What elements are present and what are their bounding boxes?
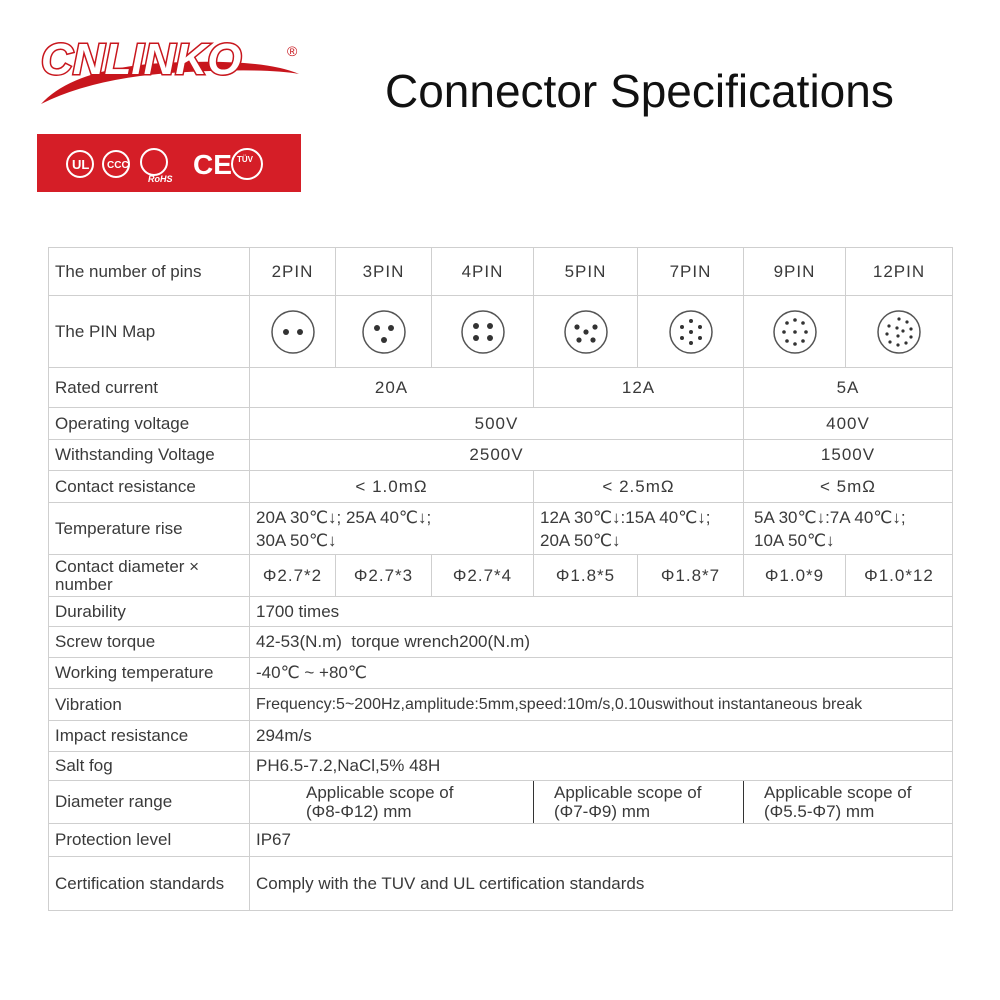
row-label: Rated current <box>49 368 250 408</box>
svg-text:RoHS: RoHS <box>148 174 173 184</box>
diameter-range-value: Applicable scope of (Φ5.5-Φ7) mm <box>744 781 953 824</box>
contact-diameter-value: Φ1.8*5 <box>534 555 638 597</box>
table-row <box>49 752 953 781</box>
row-label: Diameter range <box>49 781 250 824</box>
row-label: Screw torque <box>49 627 250 658</box>
table-row <box>49 689 953 721</box>
contact-resistance-value: < 5mΩ <box>744 471 953 503</box>
table-row <box>49 721 953 752</box>
table-row <box>49 503 953 555</box>
certification-band <box>37 134 301 192</box>
row-label: Withstanding Voltage <box>49 440 250 471</box>
pin-count: 7PIN <box>638 248 744 296</box>
pin-map-7-icon <box>638 296 744 368</box>
row-label: Salt fog <box>49 752 250 781</box>
table-row <box>49 368 953 408</box>
withstanding-voltage-value: 1500V <box>744 440 953 471</box>
protection-level-value: IP67 <box>250 824 953 857</box>
withstanding-voltage-value: 2500V <box>250 440 744 471</box>
pin-count: 2PIN <box>250 248 336 296</box>
svg-text:CE: CE <box>193 149 232 180</box>
registered-mark: ® <box>287 43 298 59</box>
contact-diameter-value: Φ1.0*12 <box>846 555 953 597</box>
table-row <box>49 857 953 911</box>
contact-diameter-value: Φ2.7*2 <box>250 555 336 597</box>
spec-table <box>48 247 953 911</box>
table-row <box>49 824 953 857</box>
pin-map-12-icon <box>846 296 953 368</box>
row-label: Durability <box>49 597 250 627</box>
pin-map-9-icon <box>744 296 846 368</box>
impact-resistance-value: 294m/s <box>250 721 953 752</box>
diameter-range-value: Applicable scope of (Φ7-Φ9) mm <box>534 781 744 824</box>
table-row <box>49 597 953 627</box>
pin-count: 9PIN <box>744 248 846 296</box>
table-row <box>49 408 953 440</box>
pin-map-2-icon <box>250 296 336 368</box>
contact-resistance-value: < 1.0mΩ <box>250 471 534 503</box>
pin-count: 5PIN <box>534 248 638 296</box>
table-row <box>49 627 953 658</box>
contact-diameter-value: Φ2.7*3 <box>336 555 432 597</box>
operating-voltage-value: 500V <box>250 408 744 440</box>
row-label: Contact resistance <box>49 471 250 503</box>
diameter-range-value: Applicable scope of (Φ8-Φ12) mm <box>250 781 534 824</box>
pin-map-5-icon <box>534 296 638 368</box>
table-row <box>49 658 953 689</box>
table-row <box>49 781 953 824</box>
working-temperature-value: -40℃ ~ +80℃ <box>250 658 953 689</box>
row-label: Temperature rise <box>49 503 250 555</box>
row-label: Impact resistance <box>49 721 250 752</box>
svg-text:CCC: CCC <box>107 160 129 171</box>
row-label: The number of pins <box>49 248 250 296</box>
table-row <box>49 440 953 471</box>
page-title: Connector Specifications <box>385 65 894 117</box>
contact-resistance-value: < 2.5mΩ <box>534 471 744 503</box>
contact-diameter-value: Φ2.7*4 <box>432 555 534 597</box>
row-label: Operating voltage <box>49 408 250 440</box>
row-label: Vibration <box>49 689 250 721</box>
row-label: Protection level <box>49 824 250 857</box>
pin-map-3-icon <box>336 296 432 368</box>
svg-text:TÜV: TÜV <box>237 155 253 164</box>
contact-diameter-value: Φ1.0*9 <box>744 555 846 597</box>
pin-count: 3PIN <box>336 248 432 296</box>
pin-count: 12PIN <box>846 248 953 296</box>
cnlinko-wordmark <box>37 34 301 106</box>
pin-count: 4PIN <box>432 248 534 296</box>
rated-current-value: 12A <box>534 368 744 408</box>
temperature-rise-value: 12A 30℃↓:15A 40℃↓; 20A 50℃↓ <box>534 503 744 555</box>
temperature-rise-value: 5A 30℃↓:7A 40℃↓; 10A 50℃↓ <box>744 503 953 555</box>
certification-value: Comply with the TUV and UL certification standards <box>250 857 953 911</box>
pin-map-4-icon <box>432 296 534 368</box>
rated-current-value: 5A <box>744 368 953 408</box>
vibration-value: Frequency:5~200Hz,amplitude:5mm,speed:10m/s,0.10uswithout instantaneous break <box>250 689 953 721</box>
durability-value: 1700 times <box>250 597 953 627</box>
rated-current-value: 20A <box>250 368 534 408</box>
table-row <box>49 555 953 597</box>
screw-torque-value: 42-53(N.m) torque wrench200(N.m) <box>250 627 953 658</box>
contact-diameter-value: Φ1.8*7 <box>638 555 744 597</box>
temperature-rise-value: 20A 30℃↓; 25A 40℃↓; 30A 50℃↓ <box>250 503 534 555</box>
row-label: Certification standards <box>49 857 250 911</box>
row-label: Working temperature <box>49 658 250 689</box>
row-label: Contact diameter × number <box>49 555 250 597</box>
table-row <box>49 471 953 503</box>
row-label: The PIN Map <box>49 296 250 368</box>
table-row <box>49 296 953 368</box>
brand-logo <box>37 34 301 184</box>
svg-text:UL: UL <box>72 157 90 172</box>
salt-fog-value: PH6.5-7.2,NaCl,5% 48H <box>250 752 953 781</box>
operating-voltage-value: 400V <box>744 408 953 440</box>
table-row <box>49 248 953 296</box>
svg-text:CNLINKO: CNLINKO <box>41 35 242 84</box>
